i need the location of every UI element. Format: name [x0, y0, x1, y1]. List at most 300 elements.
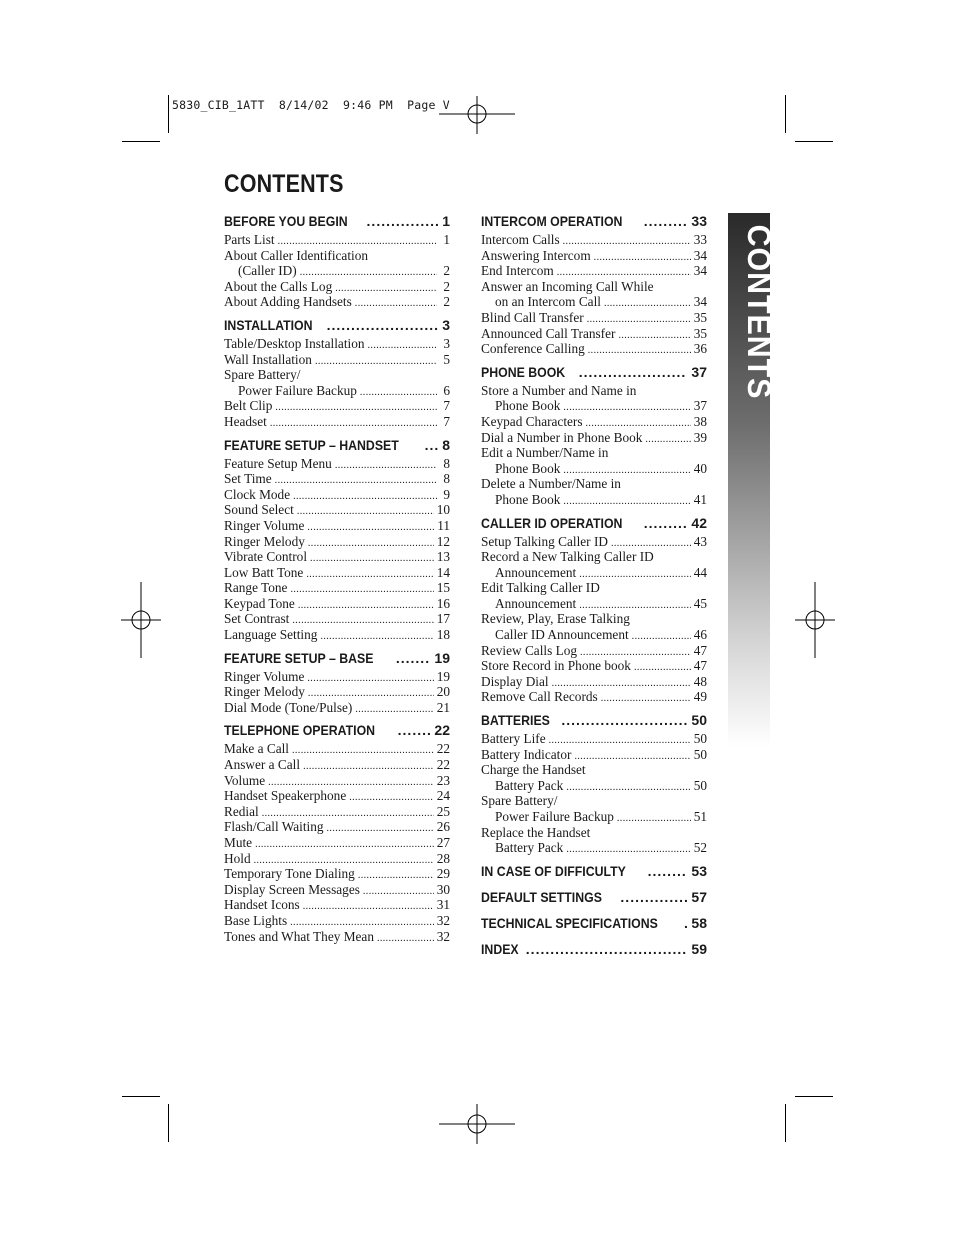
entry-text: Ringer Volume	[224, 668, 305, 684]
dot-leader	[566, 842, 690, 858]
entry-text: Power Failure Backup	[238, 382, 357, 398]
entry-text: Delete a Number/Name in	[481, 476, 621, 492]
toc-entry[interactable]	[224, 627, 450, 643]
entry-page-number: 26	[436, 819, 450, 835]
entry-text: Display Dial	[481, 673, 549, 689]
entry-text: Conference Calling	[481, 341, 585, 357]
toc-entry[interactable]	[224, 352, 450, 368]
toc-entry[interactable]	[224, 263, 450, 279]
entry-text: Ringer Melody	[224, 684, 305, 700]
entry-page-number: 34	[693, 247, 707, 263]
toc-entry[interactable]	[224, 279, 450, 295]
entry-page-number: 35	[693, 325, 707, 341]
entry-text: Answer an Incoming Call While	[481, 278, 654, 294]
crop-mark-top-left-vertical	[168, 95, 169, 133]
entry-text: About Caller Identification	[224, 247, 369, 263]
entry-page-number: 43	[693, 533, 707, 549]
toc-entry[interactable]	[224, 232, 450, 248]
registration-mark-left-icon	[121, 580, 161, 660]
entry-page-number: 48	[693, 673, 707, 689]
entry-text: Sound Select	[224, 502, 294, 518]
toc-entry[interactable]	[224, 414, 450, 430]
entry-page-number: 41	[693, 491, 707, 507]
dot-leader	[644, 213, 688, 229]
toc-section-heading[interactable]	[481, 213, 707, 232]
entry-text: Blind Call Transfer	[481, 309, 584, 325]
dot-leader	[320, 629, 433, 645]
dot-leader	[307, 520, 434, 536]
entry-text: Ringer Volume	[224, 517, 305, 533]
entry-text: Make a Call	[224, 741, 289, 757]
entry-page-number: 51	[693, 809, 707, 824]
entry-text: Ringer Melody	[224, 533, 305, 549]
entry-text: Set Time	[224, 471, 272, 487]
entry-page-number: 5	[443, 351, 450, 367]
dot-leader	[303, 899, 434, 915]
toc-entry[interactable]	[481, 232, 707, 248]
toc-section-heading[interactable]	[224, 317, 450, 336]
dot-leader	[335, 458, 437, 474]
toc-section	[481, 515, 707, 706]
entry-page-number: 28	[436, 850, 450, 866]
toc-entry[interactable]	[224, 471, 450, 487]
toc-entry[interactable]	[224, 383, 450, 399]
toc-entry[interactable]	[481, 263, 707, 279]
toc-entry[interactable]	[224, 611, 450, 627]
section-page-number: 1	[442, 213, 450, 229]
toc-entry[interactable]	[224, 897, 450, 913]
dot-leader	[355, 702, 433, 718]
dot-leader	[574, 749, 690, 765]
entry-page-number: 23	[436, 772, 450, 788]
toc-section-heading[interactable]	[224, 722, 450, 741]
entry-text: Dial Mode (Tone/Pulse)	[224, 699, 353, 715]
entry-page-number: 50	[693, 731, 707, 747]
section-page-number: 59	[691, 940, 707, 957]
entry-page-number: 2	[443, 278, 450, 294]
dot-leader	[632, 629, 691, 645]
toc-entry[interactable]	[481, 627, 707, 643]
section-heading-text: CALLER ID OPERATION	[481, 514, 623, 531]
toc-entry[interactable]	[481, 549, 707, 565]
entry-text: on an Intercom Call	[495, 294, 601, 310]
entry-page-number: 9	[443, 486, 450, 502]
entry-page-number: 8	[443, 455, 450, 471]
section-heading-text: TELEPHONE OPERATION	[224, 722, 376, 739]
toc-entry[interactable]	[481, 383, 707, 399]
section-page-number: 58	[691, 914, 707, 931]
section-heading-text: FEATURE SETUP – BASE	[224, 649, 374, 666]
entry-page-number: 49	[693, 689, 707, 705]
entry-text: Redial	[224, 803, 259, 819]
dot-leader	[634, 660, 691, 676]
entry-text: Hold	[224, 850, 251, 866]
dot-leader	[293, 489, 437, 505]
entry-text: Announcement	[495, 564, 577, 580]
toc-entry[interactable]	[481, 643, 707, 659]
toc-section	[481, 889, 707, 908]
toc-entry[interactable]	[224, 456, 450, 472]
toc-entry[interactable]	[224, 534, 450, 550]
toc-entry[interactable]	[481, 809, 707, 825]
toc-entry[interactable]	[481, 279, 707, 295]
entry-page-number: 8	[443, 471, 450, 487]
entry-page-number: 7	[443, 413, 450, 429]
toc-entry[interactable]	[224, 851, 450, 867]
toc-section-heading[interactable]	[481, 889, 707, 908]
section-heading-text: PHONE BOOK	[481, 363, 566, 380]
toc-entry[interactable]	[224, 580, 450, 596]
toc-entry[interactable]	[224, 248, 450, 264]
dot-leader	[561, 712, 687, 728]
toc-section-heading[interactable]	[481, 515, 707, 534]
entry-page-number: 32	[436, 928, 450, 944]
entry-text: Set Contrast	[224, 611, 290, 627]
toc-entry[interactable]	[481, 747, 707, 763]
dot-leader	[275, 400, 437, 416]
toc-entry[interactable]	[481, 398, 707, 414]
entry-page-number: 31	[436, 897, 450, 913]
toc-entry[interactable]	[224, 398, 450, 414]
entry-text: Edit Talking Caller ID	[481, 580, 600, 596]
toc-section	[224, 722, 450, 944]
crop-mark-bottom-left-vertical	[168, 1104, 169, 1142]
dot-leader	[644, 515, 688, 531]
entry-text: Keypad Tone	[224, 595, 295, 611]
entry-page-number: 37	[693, 398, 707, 414]
toc-section-heading[interactable]	[481, 712, 707, 731]
entry-page-number: 45	[693, 595, 707, 611]
registration-mark-bottom-icon	[437, 1104, 517, 1144]
entry-page-number: 10	[436, 502, 450, 518]
toc-entry[interactable]	[224, 294, 450, 310]
entry-text: Record a New Talking Caller ID	[481, 549, 654, 565]
dot-leader	[604, 296, 691, 312]
toc-entry[interactable]	[481, 825, 707, 841]
entry-page-number: 50	[693, 777, 707, 793]
entry-page-number: 44	[693, 564, 707, 580]
toc-entry[interactable]	[224, 819, 450, 835]
entry-text: Volume	[224, 772, 266, 788]
toc-entry[interactable]	[481, 414, 707, 430]
toc-entry[interactable]	[481, 674, 707, 690]
section-page-number: 57	[691, 888, 707, 905]
toc-entry[interactable]	[224, 757, 450, 773]
dot-leader	[315, 354, 437, 370]
dot-leader	[588, 343, 691, 359]
entry-page-number: 47	[693, 658, 707, 674]
toc-entry[interactable]	[481, 492, 707, 508]
dot-leader	[377, 931, 434, 947]
entry-text: Charge the Handset	[481, 762, 586, 778]
toc-entry[interactable]	[481, 445, 707, 461]
section-page-number: 3	[442, 316, 450, 333]
entry-text: Edit a Number/Name in	[481, 445, 609, 461]
entry-text: Mute	[224, 835, 253, 850]
toc-left-column	[224, 213, 450, 951]
entry-page-number: 22	[436, 741, 450, 757]
entry-page-number: 22	[436, 757, 450, 773]
entry-text: Store a Number and Name in	[481, 382, 637, 398]
dot-leader	[327, 821, 434, 837]
toc-entry[interactable]	[481, 248, 707, 264]
dot-leader	[290, 582, 433, 598]
entry-page-number: 29	[436, 866, 450, 882]
toc-entry[interactable]	[224, 669, 450, 685]
toc-section	[224, 437, 450, 643]
dot-leader	[255, 837, 434, 853]
toc-entry[interactable]	[481, 294, 707, 310]
entry-text: Announced Call Transfer	[481, 325, 616, 341]
entry-text: Battery Pack	[495, 840, 564, 856]
toc-entry[interactable]	[481, 731, 707, 747]
entry-text: Caller ID Announcement	[495, 627, 629, 643]
dot-leader	[297, 504, 434, 520]
toc-entry[interactable]	[481, 565, 707, 581]
dot-leader	[617, 811, 691, 827]
toc-entry[interactable]	[224, 487, 450, 503]
dot-leader	[563, 494, 690, 510]
crop-mark-bottom-right-horizontal	[795, 1096, 833, 1097]
section-heading-text: BATTERIES	[481, 712, 550, 729]
toc-entry[interactable]	[224, 866, 450, 882]
entry-text: (Caller ID)	[238, 263, 297, 279]
dot-leader	[363, 884, 434, 900]
dot-leader	[367, 213, 439, 229]
entry-text: Clock Mode	[224, 486, 291, 502]
entry-page-number: 21	[436, 699, 450, 715]
dot-leader	[398, 722, 431, 738]
crop-mark-top-left-horizontal	[122, 141, 160, 142]
section-heading-text: INDEX	[481, 940, 519, 957]
toc-section-heading[interactable]	[481, 863, 707, 882]
toc-entry[interactable]	[481, 310, 707, 326]
toc-section-heading[interactable]	[224, 650, 450, 669]
toc-entry[interactable]	[481, 596, 707, 612]
entry-page-number: 11	[437, 517, 450, 533]
toc-section-heading[interactable]	[224, 213, 450, 232]
entry-text: Headset	[224, 413, 267, 429]
entry-text: Handset Speakerphone	[224, 788, 347, 804]
entry-page-number: 47	[693, 642, 707, 658]
page-title: CONTENTS	[224, 170, 344, 198]
entry-page-number: 33	[693, 232, 707, 247]
entry-text: Display Screen Messages	[224, 881, 360, 897]
toc-section	[224, 213, 450, 310]
entry-text: Dial a Number in Phone Book	[481, 429, 643, 445]
toc-entry[interactable]	[224, 773, 450, 789]
toc-section	[481, 941, 707, 960]
dot-leader	[425, 437, 439, 453]
entry-text: Setup Talking Caller ID	[481, 533, 608, 549]
toc-section	[481, 364, 707, 508]
entry-page-number: 38	[693, 413, 707, 429]
entry-page-number: 34	[693, 263, 707, 279]
dot-leader	[566, 780, 690, 796]
dot-leader	[306, 567, 433, 583]
toc-section	[481, 915, 707, 934]
dot-leader	[684, 915, 687, 931]
entry-text: Answer a Call	[224, 757, 301, 773]
toc-entry[interactable]	[224, 835, 450, 851]
toc-entry[interactable]	[224, 565, 450, 581]
entry-text: Parts List	[224, 232, 275, 247]
entry-page-number: 17	[436, 611, 450, 627]
toc-section	[481, 712, 707, 856]
dot-leader	[648, 863, 688, 879]
entry-page-number: 7	[443, 398, 450, 414]
entry-page-number: 3	[443, 335, 450, 351]
entry-text: Handset Icons	[224, 897, 300, 913]
crop-mark-top-right-vertical	[785, 95, 786, 133]
toc-entry[interactable]	[481, 658, 707, 674]
dot-leader	[358, 868, 434, 884]
entry-page-number: 13	[436, 549, 450, 565]
toc-entry[interactable]	[481, 840, 707, 856]
entry-page-number: 16	[436, 595, 450, 611]
entry-text: Phone Book	[495, 398, 561, 414]
dot-leader	[292, 743, 434, 759]
toc-entry[interactable]	[224, 700, 450, 716]
toc-entry[interactable]	[481, 534, 707, 550]
toc-entry[interactable]	[481, 689, 707, 705]
toc-entry[interactable]	[481, 476, 707, 492]
dot-leader	[327, 317, 439, 333]
entry-page-number: 12	[436, 533, 450, 549]
entry-page-number: 35	[693, 309, 707, 325]
toc-entry[interactable]	[481, 580, 707, 596]
toc-entry[interactable]	[224, 684, 450, 700]
dot-leader	[526, 941, 688, 957]
toc-entry[interactable]	[481, 430, 707, 446]
section-page-number: 53	[691, 862, 707, 879]
entry-text: Review, Play, Erase Talking	[481, 611, 630, 627]
entry-page-number: 2	[443, 294, 450, 310]
toc-entry[interactable]	[481, 461, 707, 477]
toc-entry[interactable]	[224, 518, 450, 534]
entry-text: Answering Intercom	[481, 247, 591, 263]
toc-entry[interactable]	[224, 929, 450, 945]
entry-page-number: 32	[436, 912, 450, 928]
toc-entry[interactable]	[481, 341, 707, 357]
toc-entry[interactable]	[224, 549, 450, 565]
toc-entry[interactable]	[481, 326, 707, 342]
entry-text: Store Record in Phone book	[481, 658, 631, 674]
section-heading-text: IN CASE OF DIFFICULTY	[481, 862, 626, 879]
entry-text: Intercom Calls	[481, 232, 560, 247]
dot-leader	[579, 364, 688, 380]
entry-text: Base Lights	[224, 912, 288, 928]
entry-page-number: 6	[443, 382, 450, 398]
toc-entry[interactable]	[224, 367, 450, 383]
dot-leader	[310, 551, 434, 567]
entry-page-number: 39	[693, 429, 707, 445]
entry-page-number: 19	[436, 668, 450, 684]
toc-section	[481, 863, 707, 882]
dot-leader	[275, 473, 437, 489]
entry-page-number: 25	[436, 803, 450, 819]
side-tab-label: CONTENTS	[741, 224, 777, 400]
entry-page-number: 36	[693, 341, 707, 357]
entry-text: Keypad Characters	[481, 413, 583, 429]
toc-entry[interactable]	[224, 741, 450, 757]
entry-page-number: 14	[436, 564, 450, 580]
toc-entry[interactable]	[224, 804, 450, 820]
toc-section-heading[interactable]	[481, 915, 707, 934]
toc-entry[interactable]	[224, 596, 450, 612]
entry-page-number: 40	[693, 460, 707, 476]
dot-leader	[349, 790, 433, 806]
toc-entry[interactable]	[481, 762, 707, 778]
entry-text: Remove Call Records	[481, 689, 598, 705]
entry-text: Battery Indicator	[481, 746, 572, 762]
section-heading-text: FEATURE SETUP – HANDSET	[224, 436, 399, 453]
entry-text: Replace the Handset	[481, 824, 591, 840]
entry-text: About Adding Handsets	[224, 294, 352, 310]
entry-page-number: 34	[693, 294, 707, 310]
dot-leader	[355, 296, 437, 312]
entry-page-number: 52	[693, 840, 707, 856]
dot-leader	[303, 759, 434, 775]
toc-entry[interactable]	[224, 788, 450, 804]
toc-entry[interactable]	[224, 502, 450, 518]
registration-mark-top-icon	[437, 96, 517, 136]
section-page-number: 37	[691, 363, 707, 380]
dot-leader	[396, 650, 431, 666]
entry-text: Announcement	[495, 595, 577, 611]
entry-page-number: 27	[436, 835, 450, 850]
section-page-number: 22	[434, 722, 450, 739]
entry-page-number: 24	[436, 788, 450, 804]
toc-section-heading[interactable]	[481, 364, 707, 383]
entry-text: About the Calls Log	[224, 278, 333, 294]
toc-section-heading[interactable]	[481, 941, 707, 960]
toc-entry[interactable]	[481, 793, 707, 809]
toc-entry[interactable]	[481, 778, 707, 794]
dot-leader	[594, 250, 691, 266]
section-page-number: 50	[691, 712, 707, 729]
section-page-number: 19	[434, 649, 450, 666]
dot-leader	[368, 338, 437, 354]
toc-entry[interactable]	[224, 882, 450, 898]
toc-section	[224, 317, 450, 430]
toc-entry[interactable]	[224, 913, 450, 929]
dot-leader	[298, 598, 434, 614]
dot-leader	[307, 671, 433, 687]
dot-leader	[601, 691, 691, 707]
entry-text: Battery Pack	[495, 777, 564, 793]
entry-text: Review Calls Log	[481, 642, 578, 658]
section-heading-text: BEFORE YOU BEGIN	[224, 213, 348, 229]
section-heading-text: INTERCOM OPERATION	[481, 213, 623, 229]
entry-page-number: 46	[693, 627, 707, 643]
entry-page-number: 18	[436, 627, 450, 643]
registration-mark-right-icon	[795, 580, 835, 660]
entry-text: Temporary Tone Dialing	[224, 866, 355, 882]
toc-section	[224, 650, 450, 716]
entry-text: Power Failure Backup	[495, 809, 614, 824]
entry-page-number: 1	[443, 232, 450, 247]
entry-text: Belt Clip	[224, 398, 273, 414]
section-page-number: 8	[442, 436, 450, 453]
entry-page-number: 2	[443, 263, 450, 279]
entry-text: Range Tone	[224, 580, 288, 596]
crop-mark-top-right-horizontal	[795, 141, 833, 142]
toc-section-heading[interactable]	[224, 437, 450, 456]
entry-text: Battery Life	[481, 731, 546, 747]
toc-entry[interactable]	[481, 611, 707, 627]
toc-entry[interactable]	[224, 336, 450, 352]
